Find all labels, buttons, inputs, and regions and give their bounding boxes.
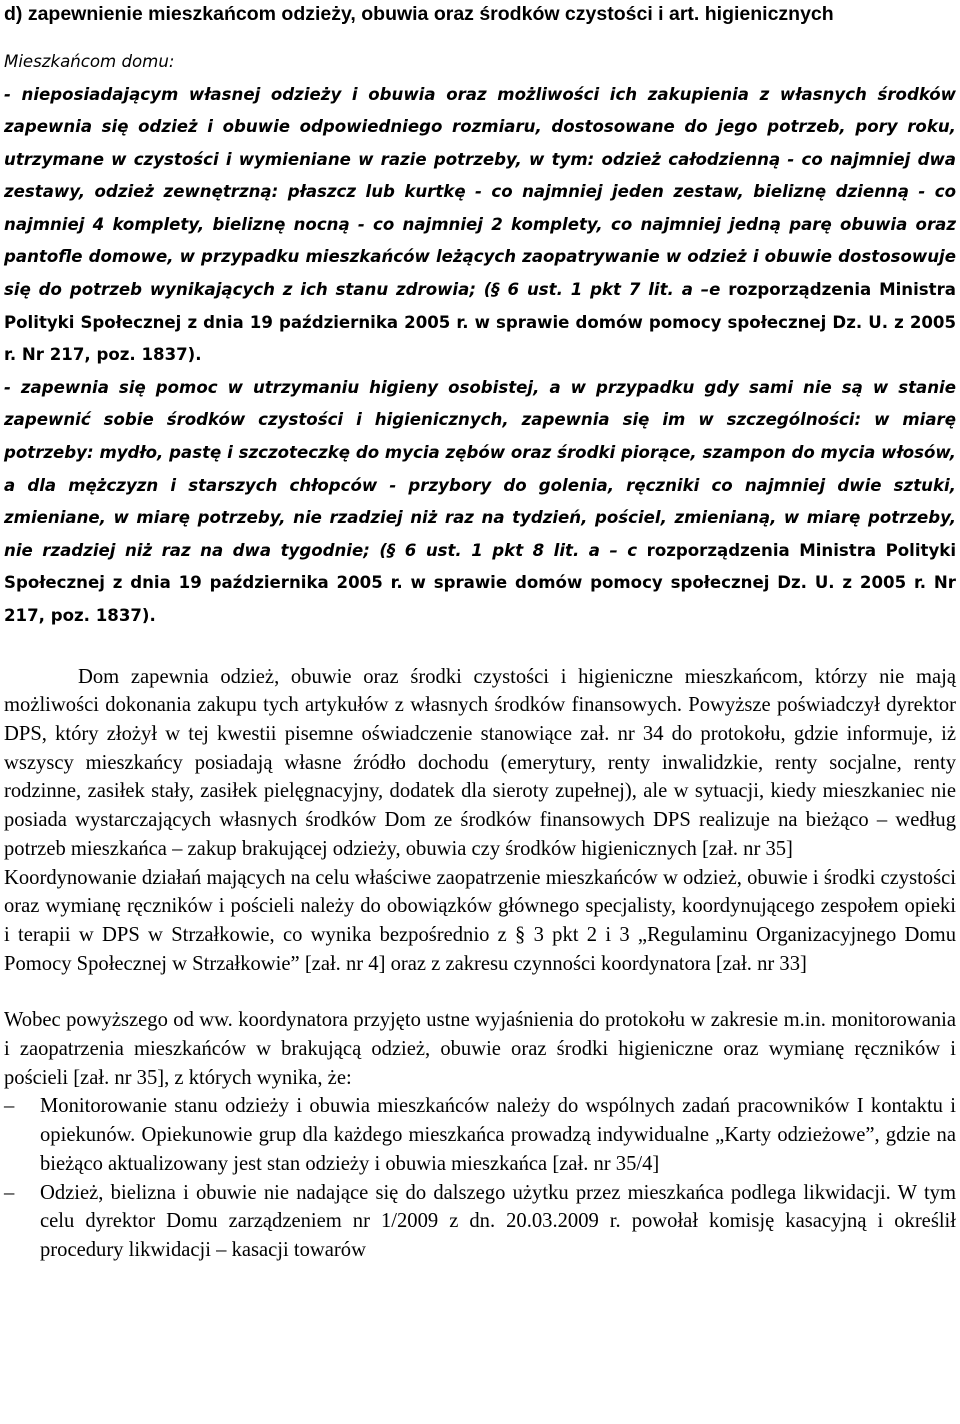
- quote-clothing-citation: rozporządzenia Ministra Polityki Społecznej z dnia 19 października 2005 r. w sprawie domów pomocy społecznej Dz. U. z 2005 r. Nr 217, poz. 1837).: [4, 280, 956, 365]
- list-item: [4, 1179, 956, 1265]
- body-paragraph-1: Dom zapewnia odzież, obuwie oraz środki czystości i higieniczne mieszkańcom, którzy nie mają możliwości dokonania zakupu tych artykułów z własnych środków finansowych. Powyższe poświadczył dyrektor DPS, który złożył w tej kwestii pisemne oświadczenie stanowiące zał. nr 34 do protokołu, gdzie informuje, iż wszyscy mieszkańcy posiadają własne źródło dochodu (emerytury, renty inwalidzkie, renty socjalne, renty rodzinne, zasiłek stały, zasiłek pielęgnacyjny, dodatek dla sieroty zupełnej), ale w sytuacji, kiedy mieszkaniec nie posiada wystarczających własnych środków Dom ze środków finansowych DPS realizuje na bieżąco – według potrzeb mieszkańca – zakup brakującej odzieży, obuwia czy środków higienicznych [zał. nr 35]: [4, 665, 956, 860]
- findings-list: [4, 1092, 956, 1264]
- regulation-quote: [4, 46, 956, 633]
- quote-intro: Mieszkańcom domu:: [4, 52, 175, 71]
- quote-paragraph-clothing: [4, 79, 956, 372]
- list-item-text: Odzież, bielizna i obuwie nie nadające się do dalszego użytku przez mieszkańca podlega likwidacji. W tym celu dyrektor Domu zarządzeniem nr 1/2009 z dn. 20.03.2009 r. powołał komisję kasacyjną i określił procedury likwidacji – kasacji towarów: [40, 1181, 956, 1261]
- dash-bullet: –: [4, 1181, 15, 1204]
- dash-bullet: –: [4, 1095, 15, 1118]
- list-item-text: Monitorowanie stanu odzieży i obuwia mieszkańców należy do wspólnych zadań pracowników I kontaktu i opiekunów. Opiekunowie grup dla każdego mieszkańca prowadzą indywidualne „Karty odzieżowe”, gdzie na bieżąco aktualizowany jest stan odzieży i obuwia mieszkańca [zał. nr 35/4]: [40, 1095, 956, 1175]
- quote-hygiene-italic: - zapewnia się pomoc w utrzymaniu higieny osobistej, a w przypadku gdy sami nie są w stanie zapewnić sobie środków czystości i higienicznych, zapewnia się im w szczególności: w miarę potrzeby: mydło, pastę i szczoteczkę do mycia zębów oraz środki piorące, szampon do mycia włosów, a dla mężczyzn i starszych chłopców - przybory do golenia, ręczniki co najmniej dwie sztuki, zmieniane, w miarę potrzeby, nie rzadziej niż raz na tydzień, pościel, zmienianą, w miarę potrzeby, nie rzadziej niż raz na dwa tygodnie; (§ 6 ust. 1 pkt 8 lit. a – c: [4, 377, 956, 560]
- section-title: zapewnienie mieszkańcom odzieży, obuwia oraz środków czystości i art. higienicznych: [27, 3, 834, 25]
- section-label: d): [4, 3, 23, 25]
- quote-clothing-italic: - nieposiadającym własnej odzieży i obuwia oraz możliwości ich zakupienia z własnych środków zapewnia się odzież i obuwie odpowiedniego rozmiaru, dostosowane do jego potrzeb, pory roku, utrzymane w czystości i wymieniane w razie potrzeby, w tym: odzież całodzienną - co najmniej dwa zestawy, odzież zewnętrzną: płaszcz lub kurtkę - co najmniej jeden zestaw, bieliznę dzienną - co najmniej 4 komplety, bieliznę nocną - co najmniej 2 komplety, co najmniej jedną parę obuwia oraz pantofle domowe, w przypadku mieszkańców leżących zaopatrywanie w odzież i obuwie dostosowuje się do potrzeb wynikających z ich stanu zdrowia; (§ 6 ust. 1 pkt 7 lit. a –e: [4, 84, 956, 300]
- list-item: [4, 1092, 956, 1178]
- quote-hygiene-citation: rozporządzenia Ministra Polityki Społecznej z dnia 19 października 2005 r. w sprawie domów pomocy społecznej Dz. U. z 2005 r. Nr 217, poz. 1837).: [4, 540, 957, 625]
- body-paragraph-2: Koordynowanie działań mających na celu właściwe zaopatrzenie mieszkańców w odzież, obuwie i środki czystości oraz wymianę ręczników i pościeli należy do obowiązków głównego specjalisty, koordynującego zespołem opieki i terapii w DPS w Strzałkowie, co wynika bezpośrednio z § 3 pkt 2 i 3 „Regulaminu Organizacyjnego Domu Pomocy Społecznej w Strzałkowie” [zał. nr 4] oraz z zakresu czynności koordynatora [zał. nr 33]: [4, 866, 956, 975]
- quote-paragraph-hygiene: [4, 372, 956, 633]
- body-paragraph-3: Wobec powyższego od ww. koordynatora przyjęto ustne wyjaśnienia do protokołu w zakresie m.in. monitorowania i zaopatrzenia mieszkańców w brakującą odzież, obuwie oraz środki higieniczne oraz wymianę ręczników i pościeli [zał. nr 35], z których wynika, że:: [4, 1009, 956, 1089]
- section-heading: [4, 0, 956, 28]
